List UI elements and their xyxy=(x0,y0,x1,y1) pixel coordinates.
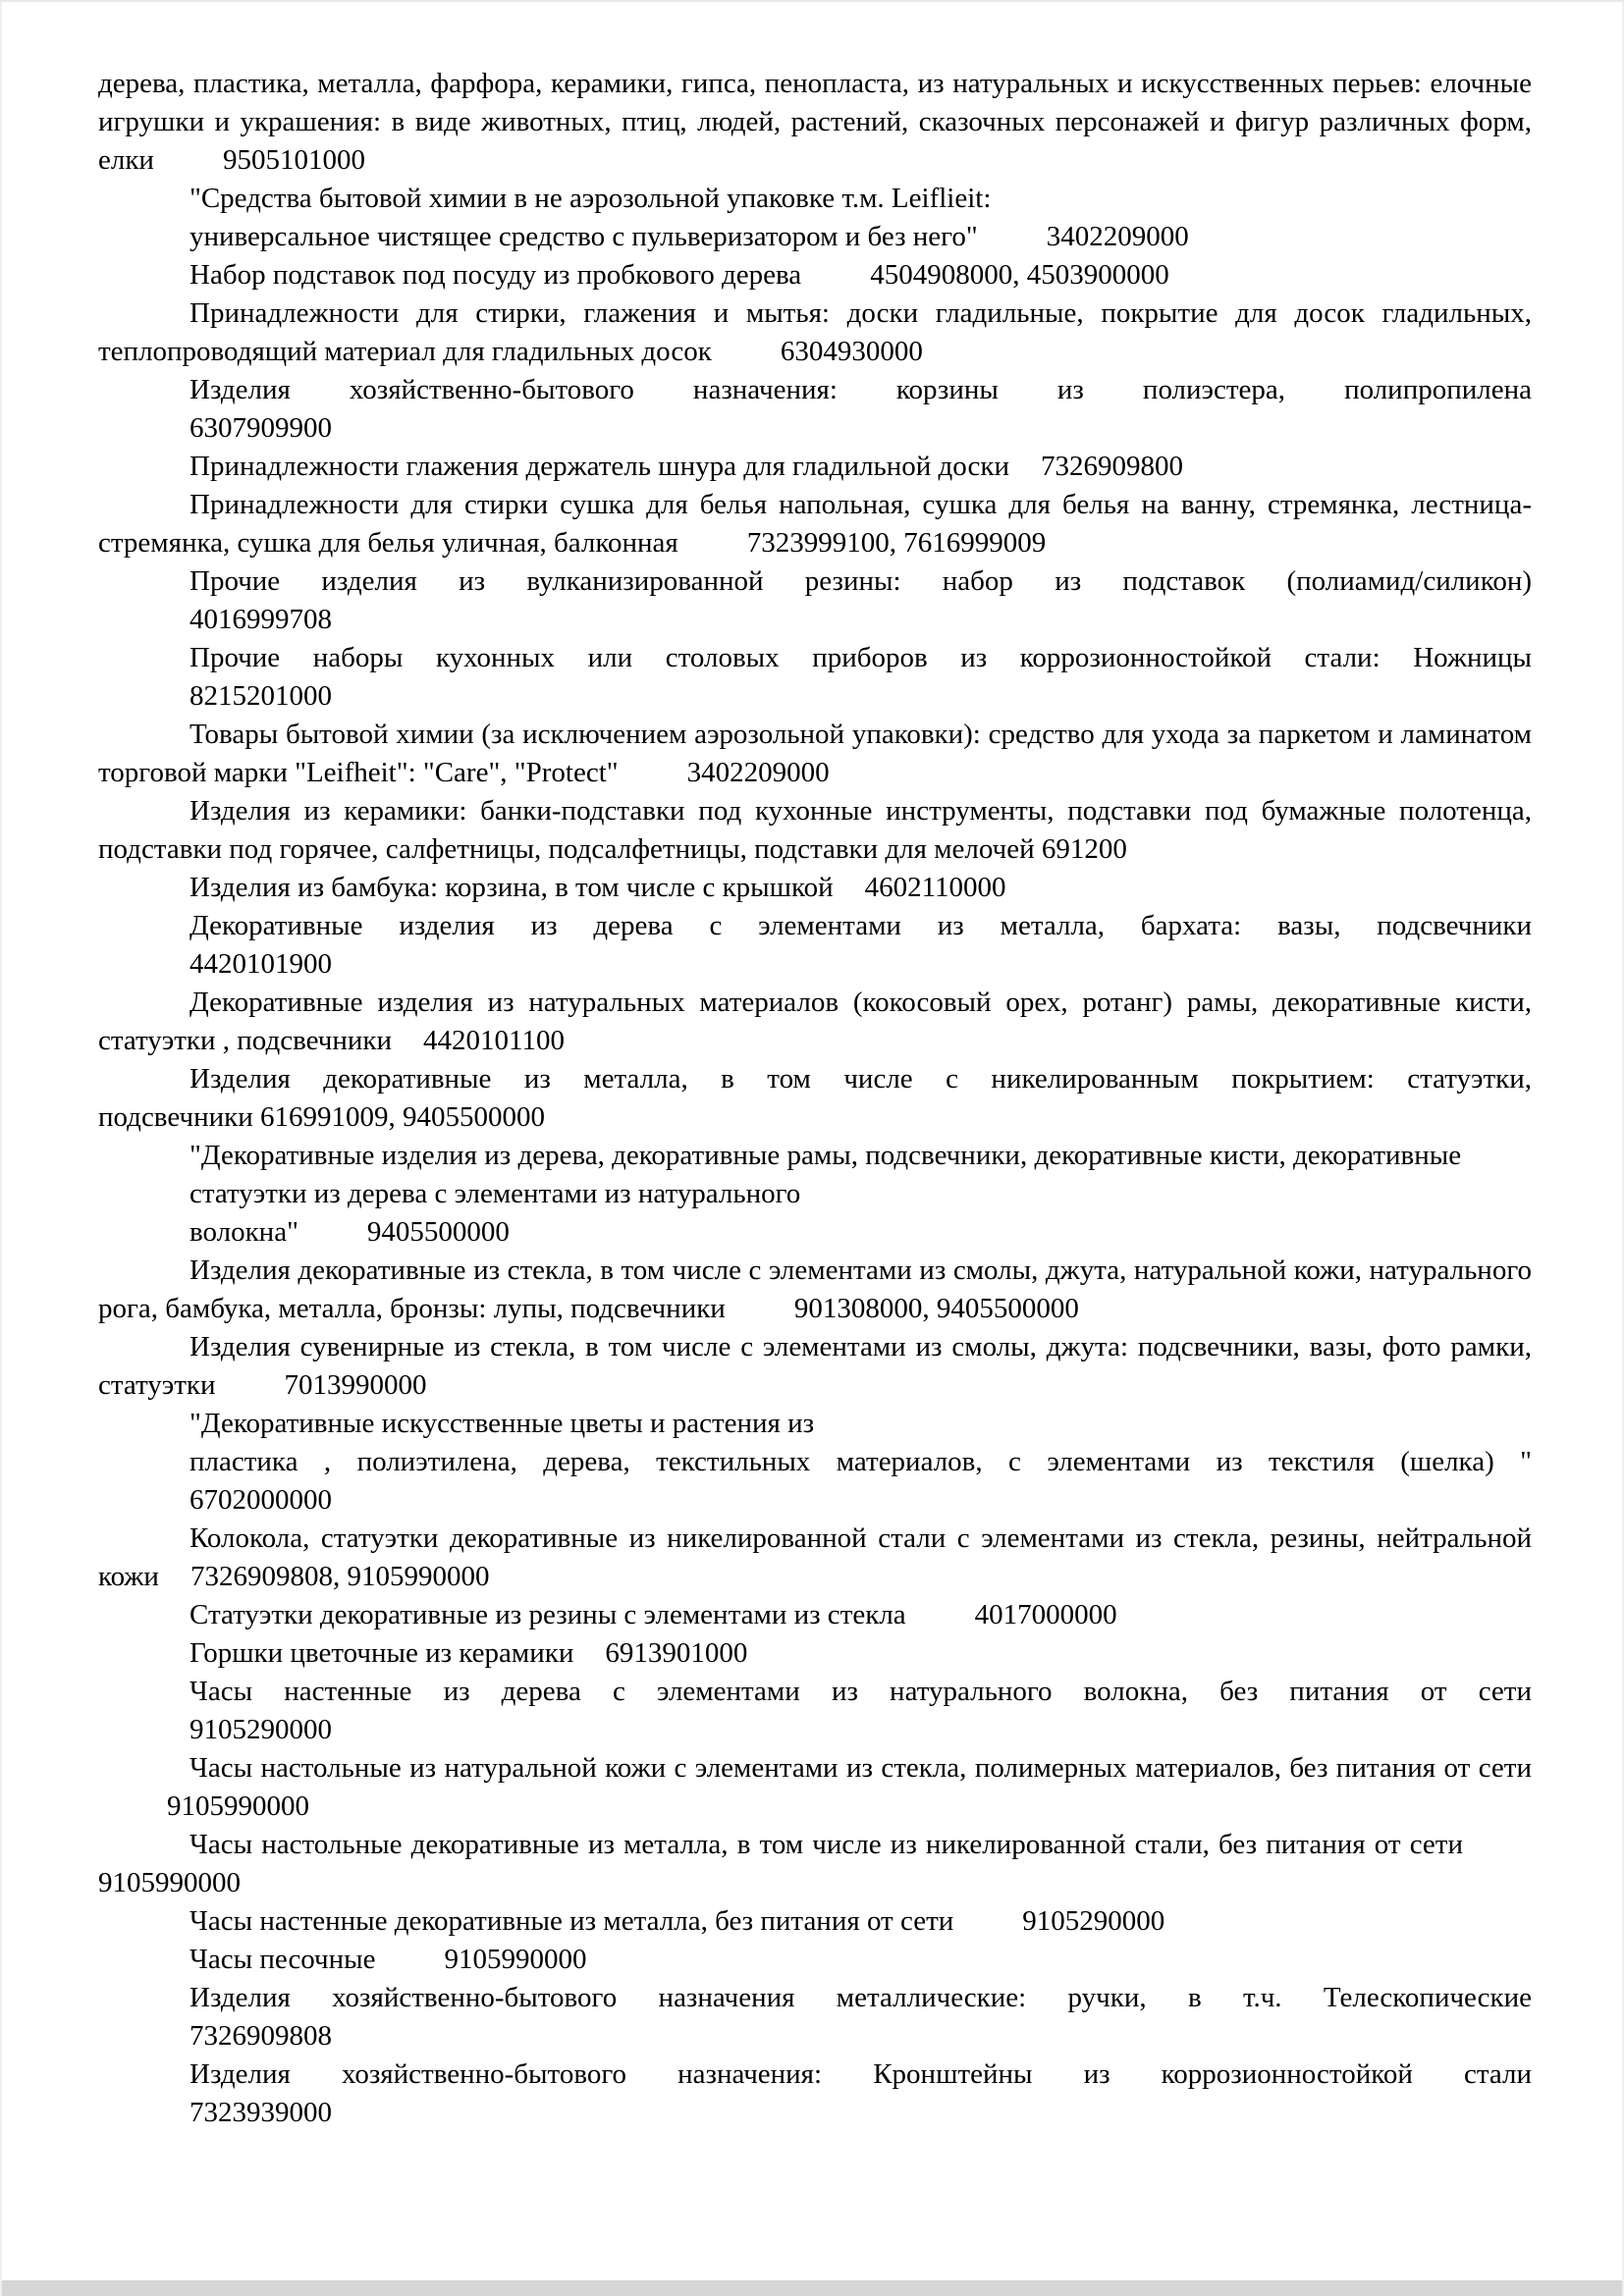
entry-text: Часы настольные декоративные из металла, в том числе из никелированной стали, без питания от сети xyxy=(189,1829,1463,1860)
entry-text: Принадлежности для стирки сушка для белья напольная, сушка для белья на ванну, стремянка, лестница-стремянка, сушка для белья уличная, балконная xyxy=(98,489,1532,559)
entry-12-line-1 xyxy=(98,945,1532,984)
entry-0-line-0 xyxy=(98,65,1532,180)
entry-text: Изделия из керамики: банки-подставки под кухонные инструменты, подставки под бумажные полотенца, подставки под горячее, салфетницы, подсалфетницы, подставки для мелочей xyxy=(98,795,1532,865)
entry-text: дерева, пластика, металла, фарфора, керамики, гипса, пенопласта, из натуральных и искусственных перьев: елочные игрушки и украшения: в виде животных, птиц, людей, растений, сказочных персонажей и фигур различных форм, елки xyxy=(98,68,1532,176)
entry-23-line-0 xyxy=(98,1749,1532,1826)
entry-11-line-0 xyxy=(98,869,1532,907)
entry-text: Изделия хозяйственно-бытового назначения металлические: ручки, в т.ч. Телескопические xyxy=(189,1982,1532,2013)
hs-code: 9105990000 xyxy=(444,1944,587,1975)
entry-text: 8215201000 xyxy=(189,680,332,712)
entry-text: "Декоративные изделия из дерева, декоративные рамы, подсвечники, декоративные кисти, декоративные xyxy=(189,1140,1462,1171)
entry-text: 4016999708 xyxy=(189,604,332,635)
entry-18-line-1 xyxy=(98,1443,1532,1481)
entry-20-line-0 xyxy=(98,1596,1532,1634)
entry-text: Изделия декоративные из металла, в том числе с никелированным покрытием: статуэтки, подсвечники xyxy=(98,1063,1532,1133)
entry-7-line-1 xyxy=(98,601,1532,639)
entry-text: Принадлежности глажения держатель шнура для гладильной доски xyxy=(189,451,1010,482)
hs-code: 691200 xyxy=(1041,833,1127,865)
entry-12-line-0 xyxy=(98,907,1532,945)
entry-text: Изделия декоративные из стекла, в том числе с элементами из смолы, джута, натуральной кожи, натурального рога, бамбука, металла, бронзы: лупы, подсвечники xyxy=(98,1255,1532,1324)
entry-4-line-1 xyxy=(98,409,1532,448)
entry-text: Набор подставок под посуду из пробкового дерева xyxy=(189,259,802,291)
entry-27-line-0 xyxy=(98,1979,1532,2017)
entry-16-line-0 xyxy=(98,1252,1532,1328)
hs-code: 4602110000 xyxy=(864,872,1006,903)
entry-text: Декоративные изделия из дерева с элементами из металла, бархата: вазы, подсвечники xyxy=(189,910,1532,941)
entry-text: Товары бытовой химии (за исключением аэрозольной упаковки): средство для ухода за паркетом и ламинатом торговой марки "Leifheit": "Care", "Protect" xyxy=(98,719,1532,788)
entry-6-line-0 xyxy=(98,486,1532,562)
entry-7-line-0 xyxy=(98,562,1532,601)
entry-1-line-0 xyxy=(98,180,1532,218)
entry-24-line-0 xyxy=(98,1826,1532,1902)
entry-text: Изделия сувенирные из стекла, в том числе с элементами из смолы, джута: подсвечники, вазы, фото рамки, статуэтки xyxy=(98,1331,1532,1401)
entry-26-line-0 xyxy=(98,1941,1532,1979)
entry-text: Изделия из бамбука: корзина, в том числе с крышкой xyxy=(189,872,834,903)
entry-text: Горшки цветочные из керамики xyxy=(189,1637,574,1669)
entry-22-line-0 xyxy=(98,1673,1532,1711)
hs-code: 6304930000 xyxy=(780,336,923,367)
entry-25-line-0 xyxy=(98,1902,1532,1941)
entry-18-line-2 xyxy=(98,1481,1532,1520)
entry-text: универсальное чистящее средство с пульверизатором и без него" xyxy=(189,221,978,252)
code-gap xyxy=(253,1101,260,1133)
entry-text: Статуэтки декоративные из резины с элементами из стекла xyxy=(189,1599,906,1630)
entry-text: "Средства бытовой химии в не аэрозольной упаковке т.м. Leiflieit: xyxy=(189,183,992,214)
entry-27-line-1 xyxy=(98,2017,1532,2056)
hs-code: 4420101100 xyxy=(423,1025,565,1056)
entry-21-line-0 xyxy=(98,1634,1532,1673)
entry-text: Принадлежности для стирки, глажения и мытья: доски гладильные, покрытие для досок гладильных, теплопроводящий материал для гладильных досок xyxy=(98,297,1532,367)
entry-text: Колокола, статуэтки декоративные из никелированной стали с элементами из стекла, резины, нейтральной кожи xyxy=(98,1522,1532,1592)
entry-8-line-0 xyxy=(98,639,1532,677)
hs-code: 7013990000 xyxy=(284,1369,427,1401)
entry-5-line-0 xyxy=(98,448,1532,486)
entry-14-line-0 xyxy=(98,1060,1532,1137)
entry-22-line-1 xyxy=(98,1711,1532,1749)
entry-15-line-2 xyxy=(98,1213,1532,1252)
hs-code: 9105990000 xyxy=(98,1867,241,1898)
hs-code: 6913901000 xyxy=(605,1637,748,1669)
entry-8-line-1 xyxy=(98,677,1532,716)
entry-text: 6702000000 xyxy=(189,1484,332,1516)
entry-text: Часы настенные из дерева с элементами из натурального волокна, без питания от сети xyxy=(189,1676,1532,1707)
entry-text: "Декоративные искусственные цветы и растения из xyxy=(189,1408,815,1439)
hs-code: 9505101000 xyxy=(222,144,365,176)
hs-code: 9405500000 xyxy=(366,1216,510,1248)
entry-text: Прочие наборы кухонных или столовых приборов из коррозионностойкой стали: Ножницы xyxy=(189,642,1532,673)
entry-10-line-0 xyxy=(98,792,1532,869)
entry-text: Декоративные изделия из натуральных материалов (кокосовый орех, ротанг) рамы, декоративные кисти, статуэтки , подсвечники xyxy=(98,987,1532,1056)
entry-17-line-0 xyxy=(98,1328,1532,1405)
hs-code: 4017000000 xyxy=(974,1599,1117,1630)
hs-code: 9105290000 xyxy=(1022,1905,1165,1937)
entry-text: Часы настенные декоративные из металла, без питания от сети xyxy=(189,1905,954,1937)
entry-text: 7326909808 xyxy=(189,2020,332,2052)
entry-text: волокна" xyxy=(189,1216,298,1248)
hs-code: 3402209000 xyxy=(686,757,830,788)
entry-text: Изделия хозяйственно-бытового назначения: корзины из полиэстера, полипропилена xyxy=(189,374,1532,405)
entry-13-line-0 xyxy=(98,984,1532,1060)
hs-code: 3402209000 xyxy=(1046,221,1189,252)
entry-15-line-0 xyxy=(98,1137,1532,1175)
hs-code: 9105990000 xyxy=(167,1790,309,1822)
entry-28-line-1 xyxy=(98,2094,1532,2132)
hs-code: 901308000, 9405500000 xyxy=(793,1293,1079,1324)
entry-19-line-0 xyxy=(98,1520,1532,1596)
entry-text: 9105290000 xyxy=(189,1714,332,1745)
entry-text: Изделия хозяйственно-бытового назначения: Кронштейны из коррозионностойкой стали xyxy=(189,2058,1532,2090)
entry-text: 6307909900 xyxy=(189,412,332,444)
entry-text: Прочие изделия из вулканизированной резины: набор из подставок (полиамид/силикон) xyxy=(189,565,1532,597)
hs-code: 4504908000, 4503900000 xyxy=(870,259,1169,291)
entry-2-line-0 xyxy=(98,256,1532,294)
entry-28-line-0 xyxy=(98,2056,1532,2094)
entry-3-line-0 xyxy=(98,294,1532,371)
hs-code: 7326909808, 9105990000 xyxy=(189,1561,490,1592)
entry-text: Часы песочные xyxy=(189,1944,376,1975)
code-gap xyxy=(1035,833,1042,865)
hs-code: 7323999100, 7616999009 xyxy=(746,527,1047,559)
hs-code: 616991009, 9405500000 xyxy=(259,1101,545,1133)
entry-text: Часы настольные из натуральной кожи с элементами из стекла, полимерных материалов, без питания от сети xyxy=(189,1752,1532,1784)
entry-text: статуэтки из дерева с элементами из натурального xyxy=(189,1178,801,1209)
entry-text: 4420101900 xyxy=(189,948,332,980)
entry-1-line-1 xyxy=(98,218,1532,256)
entry-15-line-1 xyxy=(98,1175,1532,1213)
entry-text: пластика , полиэтилена, дерева, текстильных материалов, с элементами из текстиля (шелка) " xyxy=(189,1446,1532,1477)
entry-18-line-0 xyxy=(98,1405,1532,1443)
entry-9-line-0 xyxy=(98,716,1532,792)
entry-4-line-0 xyxy=(98,371,1532,409)
hs-code: 7326909800 xyxy=(1041,451,1184,482)
document-body xyxy=(98,65,1532,2132)
entry-text: 7323939000 xyxy=(189,2097,332,2128)
